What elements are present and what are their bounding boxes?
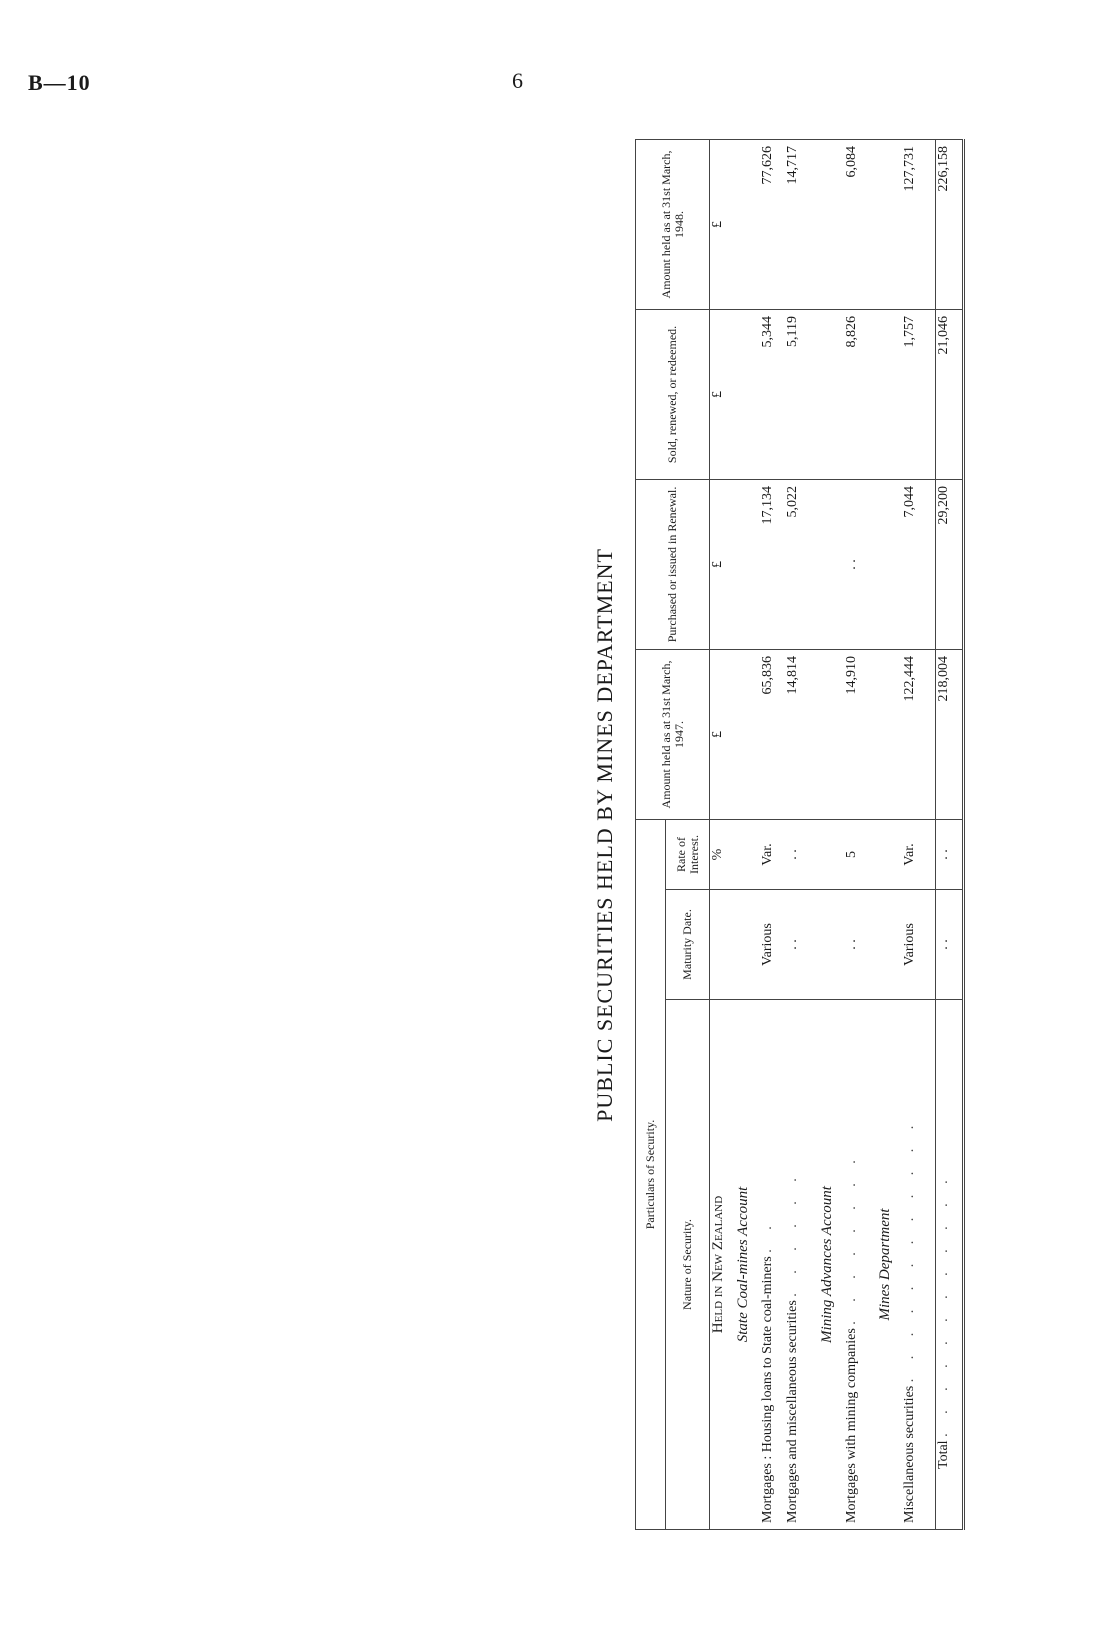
unit-money: £ <box>710 139 736 309</box>
row-held-1947: 14,814 <box>785 649 810 819</box>
total-rate: . . <box>935 819 963 889</box>
row-maturity: Various <box>902 890 927 1000</box>
row-held-1948: 77,626 <box>760 139 785 309</box>
row-held-1947: 14,910 <box>844 649 869 819</box>
group-heading-row <box>819 139 844 1529</box>
leader-dots: . . . . . . . . . . . . <box>901 1117 917 1383</box>
row-held-1948: 127,731 <box>902 139 927 309</box>
row-sold: 1,757 <box>902 309 927 479</box>
row-nature: Mortgages : Housing loans to State coal-miners <box>760 1256 776 1523</box>
unit-money: £ <box>710 649 736 819</box>
total-purchased: 29,200 <box>935 479 963 649</box>
rotated-table-block <box>580 140 970 1530</box>
header-particulars: Particulars of Security. <box>636 819 666 1529</box>
document-code: B—10 <box>28 70 91 95</box>
group-heading: State Coal-mines Account <box>735 1000 760 1530</box>
group-heading: Mines Department <box>877 1000 902 1530</box>
leader-dots: . . . . . . <box>785 1170 801 1297</box>
section-heading: Held in New Zealand <box>710 1000 736 1530</box>
row-maturity: . . <box>785 890 810 1000</box>
header-sold: Sold, renewed, or redeemed. <box>636 309 710 479</box>
header-maturity: Maturity Date. <box>666 890 710 1000</box>
row-sold: 5,119 <box>785 309 810 479</box>
row-rate: . . <box>785 819 810 889</box>
row-purchased: . . <box>844 479 869 649</box>
row-purchased: 5,022 <box>785 479 810 649</box>
row-held-1948: 6,084 <box>844 139 869 309</box>
group-heading-row <box>735 139 760 1529</box>
row-rate: Var. <box>902 819 927 889</box>
table-row <box>844 139 869 1529</box>
row-held-1947: 65,836 <box>760 649 785 819</box>
leader-dots: . . . . . . . . <box>843 1152 859 1325</box>
row-held-1947: 122,444 <box>902 649 927 819</box>
header-purchased: Purchased or issued in Renewal. <box>636 479 710 649</box>
header-held-1947: Amount held as at 31st March, 1947. <box>636 649 710 819</box>
row-nature: Mortgages and miscellaneous securities <box>785 1300 801 1523</box>
total-maturity: . . <box>935 890 963 1000</box>
row-nature: Mortgages with mining companies <box>843 1328 859 1523</box>
leader-dots: . . . . . . . . . . . . <box>935 1172 951 1437</box>
total-held-1947: 218,004 <box>935 649 963 819</box>
header-rate: Rate of Interest. <box>666 819 710 889</box>
row-purchased: 7,044 <box>902 479 927 649</box>
total-held-1948: 226,158 <box>935 139 963 309</box>
unit-money: £ <box>710 479 736 649</box>
units-row <box>710 139 736 1529</box>
row-nature: Miscellaneous securities <box>901 1385 917 1523</box>
row-rate: 5 <box>844 819 869 889</box>
table-row <box>760 139 785 1529</box>
row-sold: 8,826 <box>844 309 869 479</box>
row-maturity: Various <box>760 890 785 1000</box>
group-heading: Mining Advances Account <box>819 1000 844 1530</box>
table-row <box>785 139 810 1529</box>
total-row <box>935 139 963 1529</box>
unit-rate: % <box>710 819 736 889</box>
total-label: Total <box>935 1440 951 1469</box>
securities-table <box>635 139 965 1530</box>
group-heading-row <box>877 139 902 1529</box>
page-number: 6 <box>512 68 523 93</box>
table-row <box>902 139 927 1529</box>
total-sold: 21,046 <box>935 309 963 479</box>
row-purchased: 17,134 <box>760 479 785 649</box>
table-title: PUBLIC SECURITIES HELD BY MINES DEPARTMENT <box>592 548 617 1122</box>
unit-money: £ <box>710 309 736 479</box>
header-held-1948: Amount held as at 31st March, 1948. <box>636 139 710 309</box>
header-nature: Nature of Security. <box>666 1000 710 1530</box>
row-sold: 5,344 <box>760 309 785 479</box>
leader-dots: . . <box>760 1218 776 1253</box>
row-rate: Var. <box>760 819 785 889</box>
row-maturity: . . <box>844 890 869 1000</box>
row-held-1948: 14,717 <box>785 139 810 309</box>
